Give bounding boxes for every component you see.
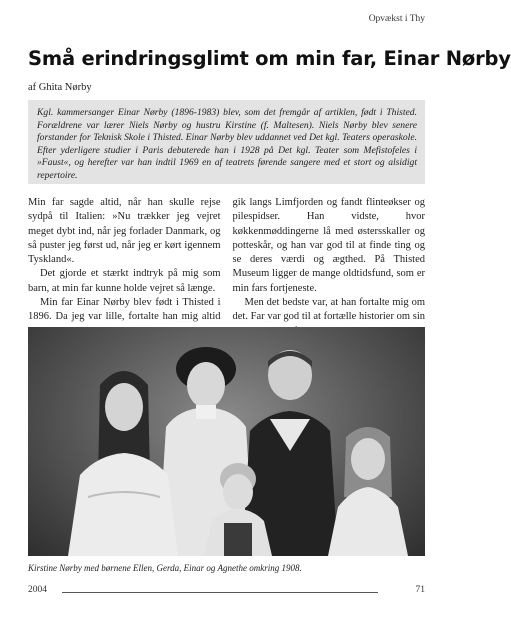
paragraph: Men det bedste var, at han fortalte mig om det. Far var god til at fortælle historier om sin: [232, 297, 425, 323]
running-head: Opvækst i Thy: [368, 14, 425, 24]
paragraph: gik langs Limfjorden og fandt flinteøkser og pilespidser. Han vidste, hvor køkkenmøddingerne lå med østersskaller og potteskår, og han var god til at finde ting og se deres værdi og ægthed. På Thisted Museum ligger de mange oldtidsfund, som er min fars fortjeneste.: [232, 197, 425, 294]
body-columns: [28, 196, 425, 339]
footer-rule: [62, 592, 378, 593]
column-left: [28, 196, 221, 339]
paragraph: Min far Einar Nørby blev født i Thisted i 1896. Da jeg var lille, fortalte han mig altid: [28, 297, 221, 323]
article-title: Små erindringsglimt om min far, Einar Nørby: [28, 47, 511, 70]
photo-caption: Kirstine Nørby med børnene Ellen, Gerda, Einar og Agnethe omkring 1908.: [28, 563, 302, 573]
figure-girl-right: [328, 427, 408, 556]
family-photo-illustration: [28, 327, 425, 556]
byline: af Ghita Nørby: [28, 82, 92, 93]
intro-box: Kgl. kammersanger Einar Nørby (1896-1983) blev, som det fremgår af artiklen, født i Thisted. Forældrene var lærer Niels Nørby og hustru Kirstine (f. Maltesen). Niels Nørby blev senere forstander for Teknisk Skole i Thisted. Einar Nørby blev uddannet ved Det kgl. Teaters operaskole. Efter yderligere studier i Paris debuterede han i 1928 på Det kgl. Teater som Mefistofeles i »Faust«, og herefter var han indtil 1969 en af teatrets førende sangere med et stort og alsidigt repertoire.: [28, 100, 425, 184]
paragraph: Min far sagde altid, når han skulle rejse sydpå til Italien: »Nu trækker jeg vejret meget dybt ind, når jeg forlader Danmark, og så puster jeg først ud, når jeg er kørt igennem Tyskland«.: [28, 197, 221, 266]
page-number: 71: [415, 585, 425, 595]
column-right: [233, 196, 426, 339]
figure-girl-left: [68, 371, 178, 556]
footer-year: 2004: [28, 585, 47, 595]
family-photo: [28, 327, 425, 556]
paragraph: Det gjorde et stærkt indtryk på mig som barn, at min far kunne holde vejret så længe.: [28, 268, 221, 294]
